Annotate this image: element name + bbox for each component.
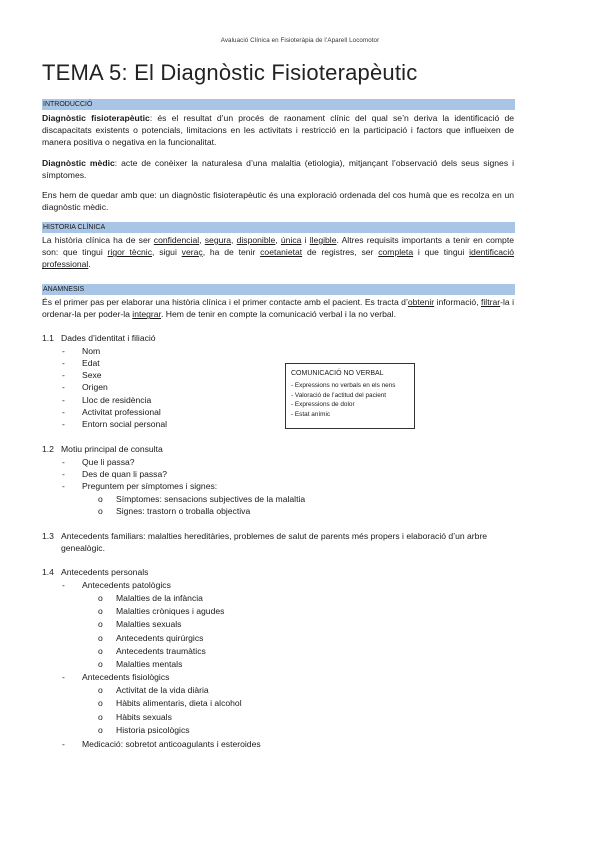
anamnesis-text: És el primer pas per elaborar una història clínica i el primer contacte amb el pacient. Es tracta d’ bbox=[42, 297, 408, 307]
intro-paragraph-2 bbox=[42, 157, 514, 181]
list-subitem: Malalties cròniques i agudes bbox=[116, 606, 225, 616]
anamnesis-underlined-term: obtenir bbox=[407, 297, 435, 307]
historia-text: . Altres requisits importants a tenir en compte son: que tingui bbox=[42, 235, 515, 258]
outline-number: 1.2 bbox=[42, 444, 54, 454]
historia-underlined-term: identificació professional bbox=[42, 247, 515, 270]
dash-marker: - bbox=[62, 457, 65, 467]
historia-text: i que tingui bbox=[413, 247, 470, 258]
dash-marker: - bbox=[62, 407, 65, 417]
historia-text: , bbox=[199, 235, 205, 245]
list-item: Preguntem per símptomes i signes: bbox=[82, 481, 218, 491]
outline-antecedents-familiars: Antecedents familiars: malalties hereditàries, problemes de salut de parents més propers i elaboració d’un arbre bbox=[61, 531, 488, 541]
historia-underlined-term: llegible bbox=[309, 235, 337, 245]
outline-heading-antecedents-personals: Antecedents personals bbox=[61, 567, 149, 577]
anamnesis-underlined-term: filtrar bbox=[481, 297, 501, 307]
bullet-marker: o bbox=[98, 633, 103, 643]
list-item: Entorn social personal bbox=[82, 419, 168, 429]
historia-underlined-term: coetanietat bbox=[260, 247, 303, 258]
list-item-antecedents-patologics: Antecedents patològics bbox=[82, 580, 171, 590]
list-subitem: Signes: trastorn o troballa objectiva bbox=[116, 506, 251, 516]
bullet-marker: o bbox=[98, 506, 103, 516]
historia-underlined-term: confidencial bbox=[153, 235, 200, 245]
bullet-marker: o bbox=[98, 593, 103, 603]
list-item: Des de quan li passa? bbox=[82, 469, 168, 479]
list-item: Activitat professional bbox=[82, 407, 161, 417]
list-subitem: Historia psicològics bbox=[116, 725, 190, 735]
bullet-marker: o bbox=[98, 725, 103, 735]
outline-heading-motiu: Motiu principal de consulta bbox=[61, 444, 163, 454]
bullet-marker: o bbox=[98, 712, 103, 722]
dash-marker: - bbox=[62, 481, 65, 491]
intro-paragraph-3: Ens hem de quedar amb que: un diagnòstic fisioterapèutic és una exploració ordenada del cos humà que es recolza en un diagnòstic mèdic. bbox=[42, 190, 514, 213]
list-subitem: Malalties mentals bbox=[116, 659, 183, 669]
historia-underlined-term: única bbox=[280, 235, 302, 245]
historia-text: , bbox=[275, 235, 281, 245]
historia-underlined-term: disponible bbox=[236, 235, 276, 245]
historia-text: , sigui bbox=[152, 247, 182, 258]
outline-number: 1.1 bbox=[42, 333, 54, 343]
list-subitem: Símptomes: sensacions subjectives de la malaltia bbox=[116, 494, 306, 504]
dash-marker: - bbox=[62, 395, 65, 405]
list-subitem: Antecedents traumàtics bbox=[116, 646, 206, 656]
list-item: Edat bbox=[82, 358, 100, 368]
list-subitem: Hàbits alimentaris, dieta i alcohol bbox=[116, 698, 242, 708]
section-heading-introduccio: INTRODUCCIÓ bbox=[42, 99, 515, 110]
list-item: Origen bbox=[82, 382, 108, 392]
box-item: - Expressions de dolor bbox=[291, 401, 355, 409]
dash-marker: - bbox=[62, 739, 65, 749]
intro-p2-text: : acte de conèixer la naturalesa d’una malaltia (etiologia), mitjançant l’observació dels seus signes i símptomes. bbox=[42, 158, 515, 181]
historia-text: La història clínica ha de ser bbox=[42, 235, 154, 245]
historia-underlined-term: completa bbox=[378, 247, 414, 258]
bullet-marker: o bbox=[98, 606, 103, 616]
term-diagnostic-medic: Diagnòstic mèdic bbox=[42, 158, 115, 168]
historia-text: , ha de tenir bbox=[202, 247, 261, 258]
running-head: Avaluació Clínica en Fisioteràpia de l’Aparell Locomotor bbox=[220, 37, 380, 44]
intro-p1-text: : és el resultat d’un procés de raonament clínic del qual se’n deriva la identificació de discapacitats existents o potencials, limitacions en les activitats i restricció en la participació i factors que influeixen de manera positiva o negativa en la funcionalitat. bbox=[42, 113, 514, 148]
box-title: COMUNICACIÓ NO VERBAL bbox=[291, 370, 384, 377]
bullet-marker: o bbox=[98, 646, 103, 656]
dash-marker: - bbox=[62, 382, 65, 392]
box-item: - Valoració de l’actitud del pacient bbox=[291, 391, 387, 399]
historia-underlined-term: veraç bbox=[181, 247, 203, 258]
list-subitem: Malalties sexuals bbox=[116, 619, 182, 629]
list-subitem: Malalties de la infància bbox=[116, 593, 203, 603]
box-item: - Estat anímic bbox=[291, 410, 331, 418]
outline-heading-dades: Dades d’identitat i filiació bbox=[61, 333, 156, 343]
list-item: Que li passa? bbox=[82, 457, 135, 467]
list-item-antecedents-fisiologics: Antecedents fisiològics bbox=[82, 672, 170, 682]
term-diagnostic-fisioterapeutic: Diagnòstic fisioterapèutic bbox=[42, 113, 150, 123]
dash-marker: - bbox=[62, 419, 65, 429]
list-item: Lloc de residència bbox=[82, 395, 152, 405]
bullet-marker: o bbox=[98, 698, 103, 708]
comunicacio-no-verbal-box bbox=[285, 363, 415, 429]
box-item: - Expressions no verbals en els nens bbox=[291, 382, 396, 389]
bullet-marker: o bbox=[98, 494, 103, 504]
outline-antecedents-familiars-cont: genealògic. bbox=[61, 543, 105, 553]
dash-marker: - bbox=[62, 580, 65, 590]
dash-marker: - bbox=[62, 358, 65, 368]
list-item: Sexe bbox=[82, 370, 102, 380]
anamnesis-text: informació, bbox=[434, 297, 481, 307]
bullet-marker: o bbox=[98, 619, 103, 629]
intro-paragraph-1 bbox=[42, 112, 514, 149]
outline-number: 1.3 bbox=[42, 531, 54, 541]
dash-marker: - bbox=[62, 672, 65, 682]
historia-text: . bbox=[88, 259, 91, 270]
list-item: Nom bbox=[82, 346, 101, 356]
dash-marker: - bbox=[62, 346, 65, 356]
list-subitem: Antecedents quirúrgics bbox=[116, 633, 204, 643]
section-heading-anamnesis: ANAMNESIS bbox=[42, 284, 515, 295]
historia-text: i bbox=[301, 235, 310, 245]
historia-paragraph bbox=[42, 234, 514, 271]
bullet-marker: o bbox=[98, 659, 103, 669]
list-item-medicacio: Medicació: sobretot anticoagulants i esteroides bbox=[82, 739, 261, 749]
historia-underlined-term: segura bbox=[204, 235, 232, 245]
anamnesis-text: -la i ordenar-la per poder-la bbox=[42, 297, 514, 320]
list-subitem: Activitat de la vida diària bbox=[116, 685, 209, 695]
dash-marker: - bbox=[62, 370, 65, 380]
section-heading-historia: HISTORIA CLÍNICA bbox=[42, 222, 515, 233]
page-title: TEMA 5: El Diagnòstic Fisioterapèutic bbox=[42, 60, 418, 85]
dash-marker: - bbox=[62, 469, 65, 479]
anamnesis-text: . Hem de tenir en compte la comunicació verbal i la no verbal. bbox=[160, 309, 396, 320]
list-subitem: Hàbits sexuals bbox=[116, 712, 172, 722]
outline-number: 1.4 bbox=[42, 567, 54, 577]
bullet-marker: o bbox=[98, 685, 103, 695]
historia-text: de registres, ser bbox=[302, 247, 379, 258]
historia-underlined-term: rigor tècnic bbox=[107, 247, 152, 258]
anamnesis-underlined-term: integrar bbox=[132, 309, 161, 320]
anamnesis-paragraph bbox=[42, 296, 514, 320]
historia-text: , bbox=[231, 235, 237, 245]
